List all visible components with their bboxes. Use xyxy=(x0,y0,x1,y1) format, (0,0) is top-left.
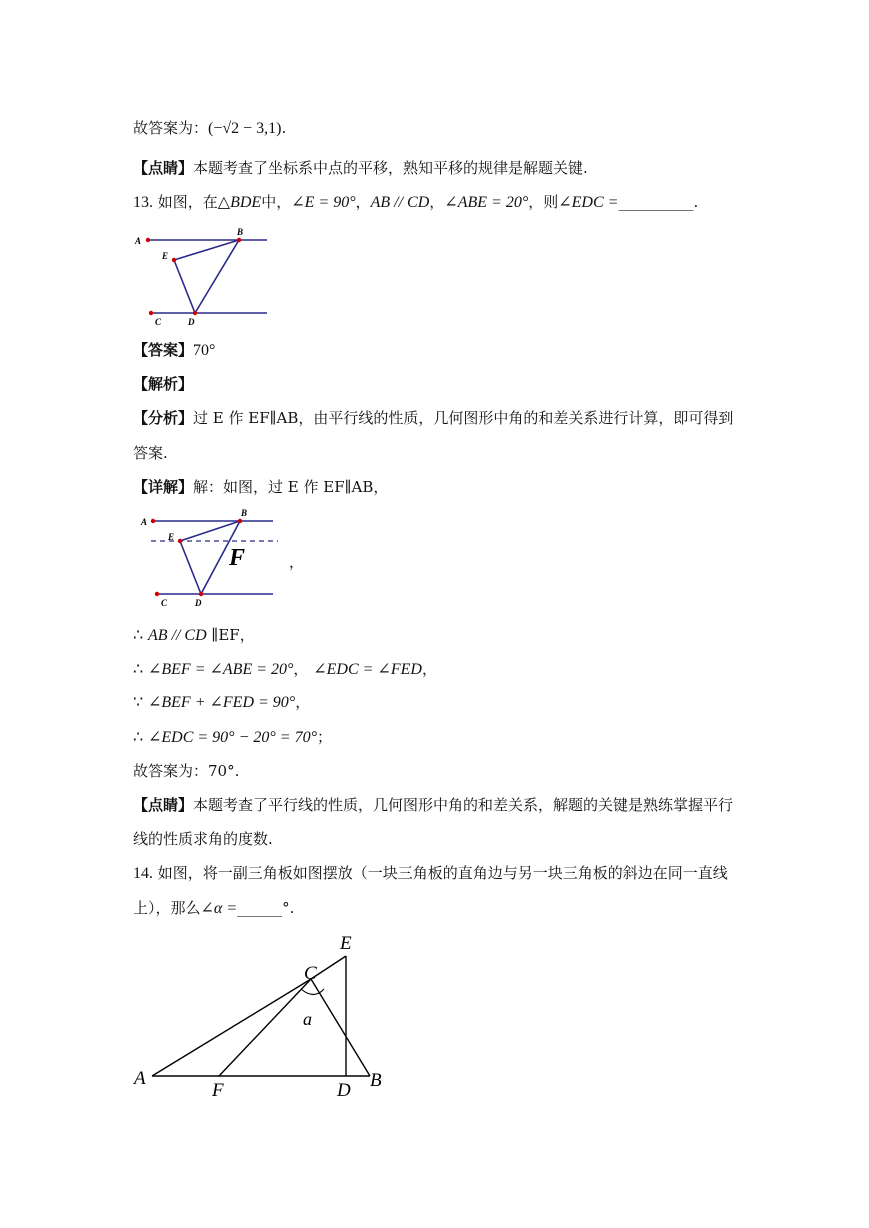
label-B: B xyxy=(237,227,244,237)
answer-blank: ______ xyxy=(237,899,283,917)
ask-math: ∠EDC = xyxy=(558,194,619,211)
therefore-symbol: ∴ xyxy=(133,661,144,678)
label-A: A xyxy=(141,517,148,527)
fenxi-line-2 xyxy=(133,443,168,463)
dianjing-prev xyxy=(133,158,588,178)
question-text: 如图，在 xyxy=(157,193,218,211)
xiangjie-tag: 【详解】 xyxy=(133,478,194,496)
fenxi-tag: 【分析】 xyxy=(133,409,194,427)
label-B: B xyxy=(370,1070,382,1091)
dianjing-line-2 xyxy=(133,829,273,849)
comma: ， xyxy=(421,660,437,678)
dianjing-tag: 【点睛】 xyxy=(133,796,194,814)
therefore-symbol: ∴ xyxy=(133,627,144,644)
step-math: ∠BEF = ∠ABE = 20° xyxy=(147,661,294,678)
answer-prefix: 故答案为： xyxy=(133,119,209,137)
condition-1: ∠E = 90° xyxy=(291,194,356,211)
step-text: 故答案为：70°. xyxy=(133,762,240,780)
question-14-line-2 xyxy=(133,898,294,919)
condition-2: AB // CD xyxy=(370,194,430,211)
answer-blank: __________ xyxy=(618,193,694,211)
period: . xyxy=(281,119,287,137)
label-D: D xyxy=(188,317,195,327)
label-F: F xyxy=(212,1080,224,1100)
period: . xyxy=(693,193,699,211)
step-math: ∠EDC = ∠FED xyxy=(313,661,422,678)
figure-14 xyxy=(133,928,393,1100)
step-3 xyxy=(133,692,310,713)
step-2 xyxy=(133,659,437,680)
condition-3: ∠ABE = 20° xyxy=(444,194,529,211)
xiangjie-line xyxy=(133,477,388,497)
question-text: °. xyxy=(282,899,295,917)
label-A: A xyxy=(134,1068,146,1089)
fenxi-line xyxy=(133,408,733,428)
step-5 xyxy=(133,761,239,781)
figure-13 xyxy=(133,226,273,328)
therefore-symbol: ∴ xyxy=(133,729,144,746)
step-4 xyxy=(133,727,332,748)
step-math: ∠BEF + ∠FED = 90° xyxy=(147,694,296,711)
triangle-math: △BDE xyxy=(217,194,262,211)
dianjing-text: 线的性质求角的度数. xyxy=(133,830,273,848)
step-math: AB // CD xyxy=(147,627,207,644)
answer-value: 70° xyxy=(193,342,216,359)
comma: ， xyxy=(293,660,309,678)
figure-13-detail xyxy=(133,505,283,610)
label-C: C xyxy=(161,598,168,608)
question-text: 上），那么 xyxy=(133,899,201,917)
question-number: 14. xyxy=(133,865,153,882)
ask-math: ∠α = xyxy=(200,900,238,917)
label-D: D xyxy=(195,598,202,608)
comma: ， xyxy=(355,193,371,211)
step-text: ∥EF， xyxy=(211,626,255,644)
label-A: A xyxy=(135,236,142,246)
label-E: E xyxy=(162,251,169,261)
semicolon: ； xyxy=(316,728,332,746)
question-number: 13. xyxy=(133,194,153,211)
label-E: E xyxy=(340,933,352,954)
xiangjie-text: 解：如图，过 E 作 EF∥AB， xyxy=(193,478,389,496)
label-B: B xyxy=(241,508,248,518)
answer-line-prev xyxy=(133,118,286,139)
question-text: 如图，将一副三角板如图摆放（一块三角板的直角边与另一块三角板的斜边在同一直线 xyxy=(157,864,728,882)
step-1 xyxy=(133,625,255,646)
question-14 xyxy=(133,863,728,884)
dianjing-line xyxy=(133,795,733,815)
step-math: ∠EDC = 90° − 20° = 70° xyxy=(147,729,317,746)
answer-tag: 【答案】 xyxy=(133,341,194,359)
dianjing-tag: 【点睛】 xyxy=(133,159,194,177)
comma: ， xyxy=(295,693,311,711)
jiexi-tag: 【解析】 xyxy=(133,375,194,393)
because-symbol: ∵ xyxy=(133,694,144,711)
label-alpha: a xyxy=(303,1009,312,1029)
figure-comma: ， xyxy=(289,553,305,571)
dianjing-text: 本题考查了平行线的性质，几何图形中角的和差关系，解题的关键是熟练掌握平行 xyxy=(193,796,734,814)
dianjing-text: 本题考查了坐标系中点的平移，熟知平移的规律是解题关键. xyxy=(193,159,588,177)
question-text: 中， xyxy=(261,193,292,211)
fenxi-text: 过 E 作 EF∥AB，由平行线的性质，几何图形中角的和差关系进行计算，即可得到 xyxy=(193,409,734,427)
fenxi-text: 答案. xyxy=(133,444,168,462)
question-13 xyxy=(133,192,698,213)
answer-line xyxy=(133,340,215,361)
jiexi-line xyxy=(133,374,193,394)
label-F: F xyxy=(229,545,246,571)
answer-math: (−√2 − 3,1) xyxy=(208,120,282,137)
label-C: C xyxy=(155,317,162,327)
label-D: D xyxy=(337,1080,351,1100)
comma: ， xyxy=(429,193,445,211)
question-text: ，则 xyxy=(528,193,559,211)
label-C: C xyxy=(304,963,317,984)
label-E: E xyxy=(168,532,175,542)
